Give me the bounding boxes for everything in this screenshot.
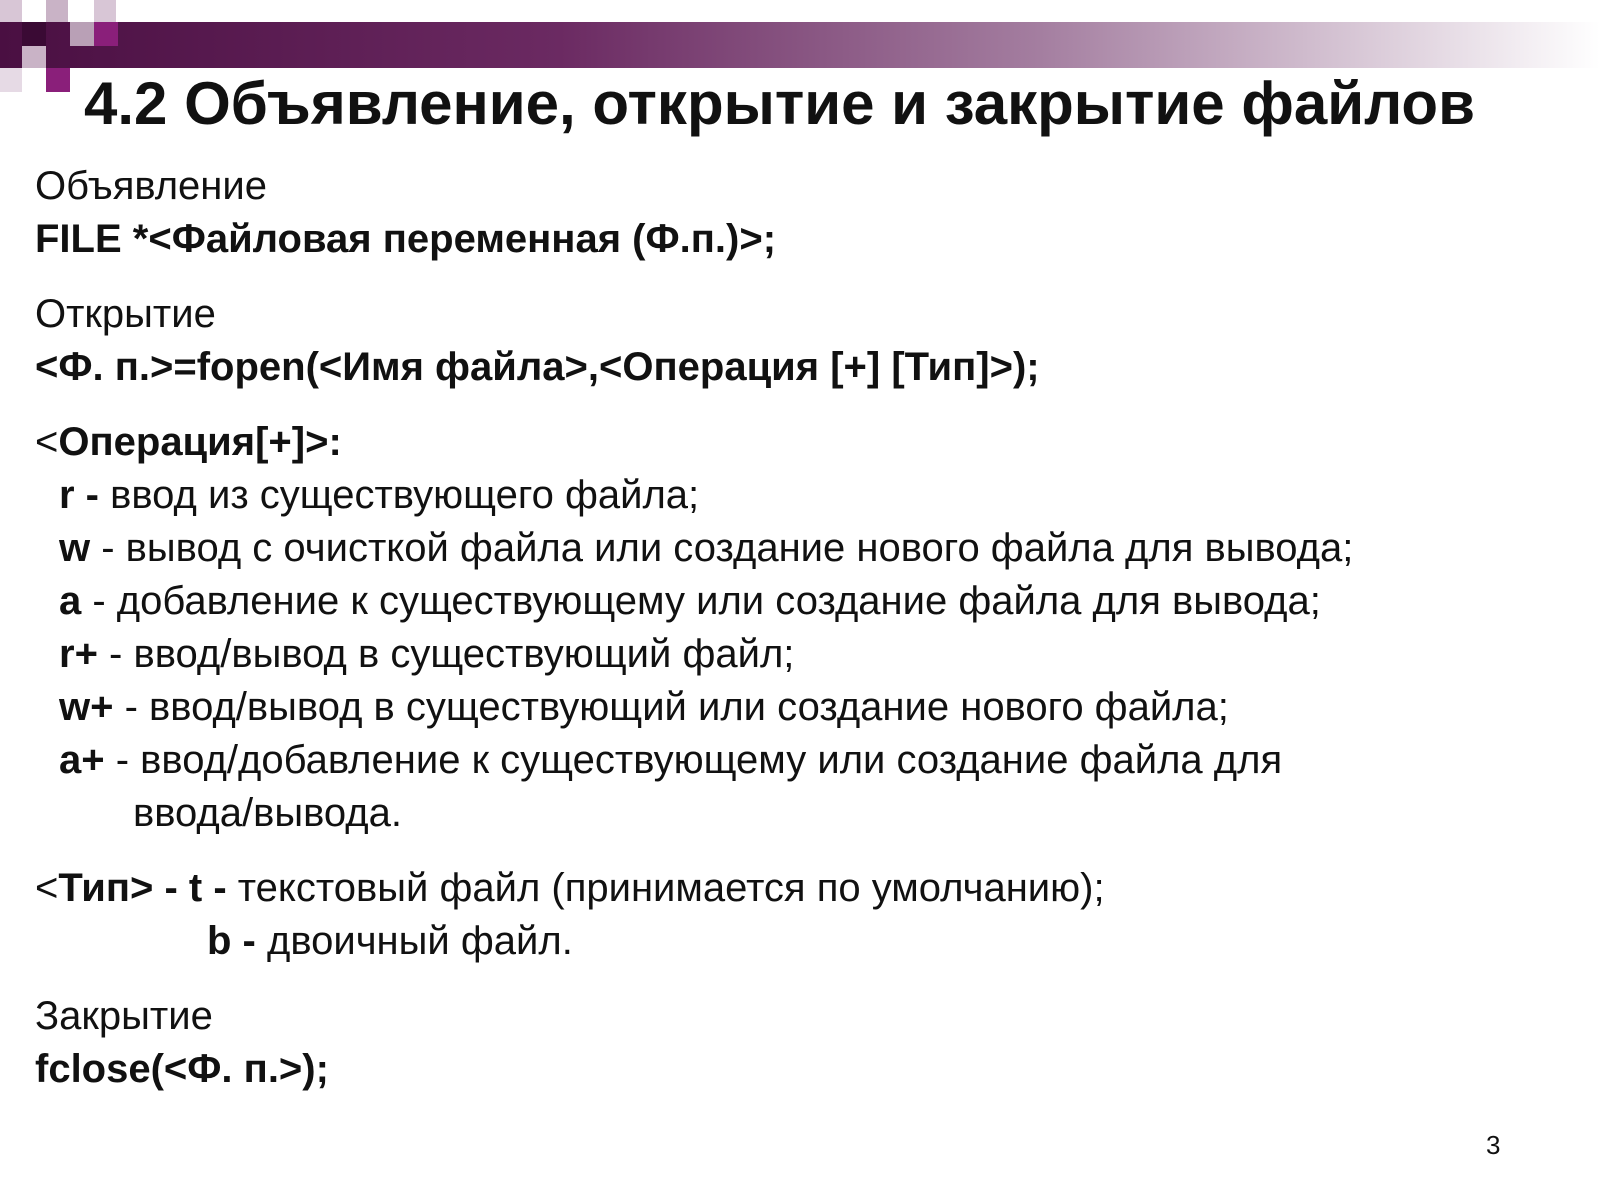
operation-key: r+ xyxy=(59,632,98,676)
type-t-desc: текстовый файл (принимается по умолчанию); xyxy=(226,866,1105,910)
decor-square xyxy=(46,68,70,92)
slide-title: 4.2 Объявление, открытие и закрытие файлов xyxy=(84,70,1475,137)
closing-code: fclose(<Ф. п.>); xyxy=(35,1047,329,1091)
type-label: Тип> - t - xyxy=(58,866,227,910)
type-b-key: b - xyxy=(207,919,256,963)
operation-desc: - ввод/вывод в существующий файл; xyxy=(97,632,795,676)
declaration-heading: Объявление xyxy=(35,164,267,208)
operation-key: a xyxy=(59,579,82,623)
opening-heading: Открытие xyxy=(35,292,216,336)
page-number: 3 xyxy=(1486,1130,1501,1160)
operations-heading-label: Операция[+]>: xyxy=(58,420,342,464)
operation-item xyxy=(35,575,1575,628)
operation-desc: ввод из существующего файла; xyxy=(99,473,700,517)
decor-square xyxy=(46,0,68,22)
decor-square xyxy=(22,46,46,68)
operation-desc: - добавление к существующему или создание файла для вывода; xyxy=(81,579,1321,623)
operation-item xyxy=(35,628,1575,681)
opening-code: <Ф. п.>=fopen(<Имя файла>,<Операция [+] [Тип]>); xyxy=(35,345,1040,389)
operation-key: a+ xyxy=(59,738,105,782)
operations-heading-prefix: < xyxy=(35,420,59,464)
type-line-b xyxy=(35,915,1575,968)
decor-square xyxy=(0,0,22,22)
type-b-desc: двоичный файл. xyxy=(255,919,573,963)
declaration-code: FILE *<Файловая переменная (Ф.п.)>; xyxy=(35,217,777,261)
operations-heading xyxy=(35,416,1575,469)
operation-item xyxy=(35,681,1575,734)
operation-item xyxy=(35,469,1575,522)
operation-key: r - xyxy=(59,473,99,517)
type-prefix: < xyxy=(35,866,59,910)
closing-heading: Закрытие xyxy=(35,994,213,1038)
decor-square xyxy=(22,22,46,46)
operation-key: w xyxy=(59,526,91,570)
decor-square xyxy=(94,22,118,46)
operation-desc: - ввод/вывод в существующий или создание нового файла; xyxy=(113,685,1229,729)
decor-square xyxy=(70,22,94,46)
type-line-t xyxy=(35,862,1575,915)
operation-desc: - вывод с очисткой файла или создание нового файла для вывода; xyxy=(90,526,1354,570)
operation-continuation: ввода/вывода. xyxy=(133,791,402,835)
decor-square xyxy=(94,0,116,22)
header-gradient-bar xyxy=(0,22,1600,68)
operation-key: w+ xyxy=(59,685,114,729)
operation-desc: - ввод/добавление к существующему или создание файла для xyxy=(104,738,1283,782)
slide-body xyxy=(35,160,1575,1096)
decor-square xyxy=(0,68,22,92)
operation-item xyxy=(35,734,1575,787)
operation-item xyxy=(35,522,1575,575)
